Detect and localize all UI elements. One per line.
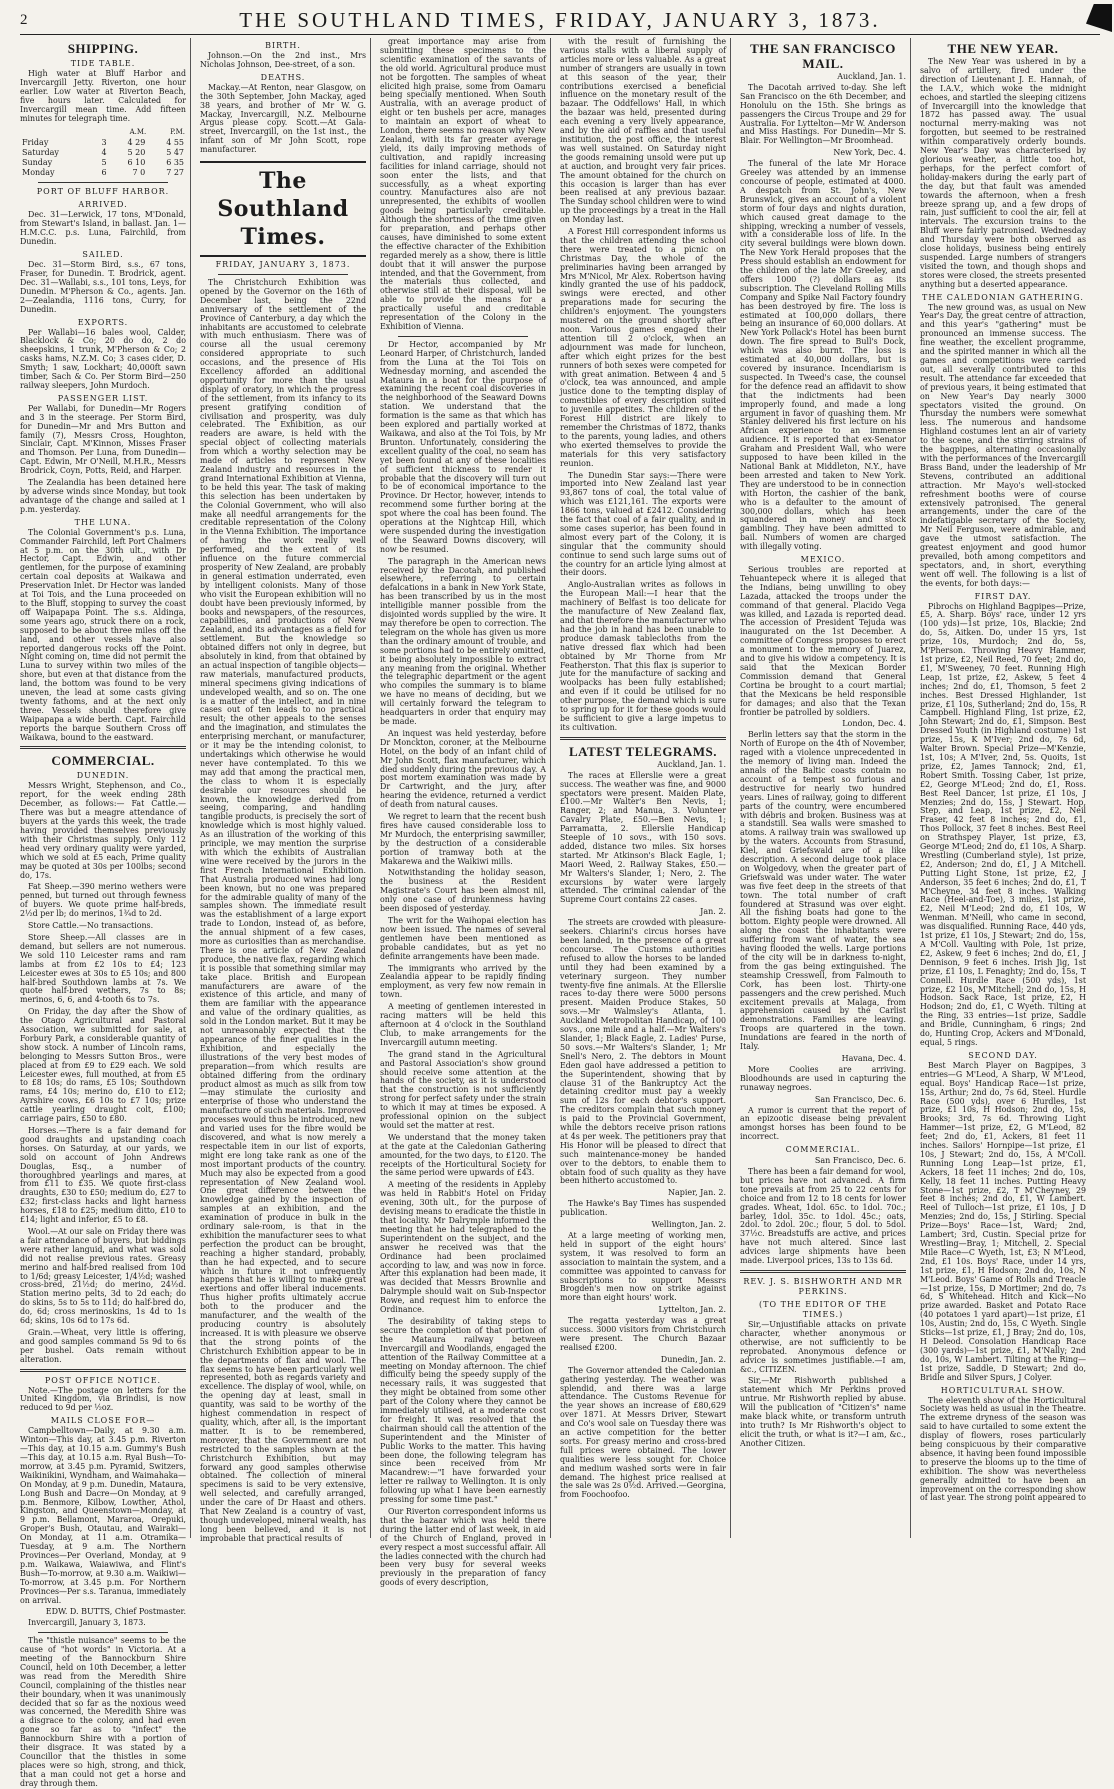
news-item: The grand stand in the Agricultural and Pastoral Association's show ground should receive some attention at the hands of the society, as it is understood that the construction is not sufficiently strong for perfect safety under the strain to which it may at times be exposed. A professional opinion on the subject would set the matter at rest. [380, 1049, 546, 1130]
tide-pm: 7 27 [166, 168, 184, 178]
telegram-text: The regatta yesterday was a great success. 3000 visitors from Christchurch were present. The Church Bazaar realised £200. [560, 1316, 726, 1352]
commercial-paragraph: Store Cattle.—No transactions. [28, 921, 154, 931]
caledonian-heading: THE CALEDONIAN GATHERING. [922, 292, 1084, 302]
news-item: The eleventh show of the Horticultural Society was held as usual in the Theatre. The extreme dryness of the season was said to have curtailed to some extent the display of flowers, roses particularly being conspicuous by their comparative absence, it having been found impossible to preserve the blooms up to the time of exhibition. The show was nevertheless generally admitted to have been an improvement on the corresponding show of last year. The strong point appeared to [920, 1395, 1086, 1503]
divider [560, 737, 726, 740]
news-item: There has been a fair demand for wool, but prices have not advanced. A firm tone prevails at from 25 to 22 cents for choice and from 12 to 18 cents for lower grades. Wheat, 1dol. 65c. to 1dol. 70c.; barley, 1dol. 35c. to 1dol. 45c.; oats, 2dol. to 2dol. 20c.; flour, 5 dol. to 5dol. 37½c. Breadstuffs are active, and prices have not much altered. Since last advices large shipments have been made. Liverpool prices, 13s to 13s 6d. [740, 1167, 906, 1266]
column-6 [920, 38, 1090, 1538]
news-item: Notwithstanding the holiday season, the business at the Resident Magistrate's Court has been almost nil, only one case of drunkenness having been disposed of yesterday. [380, 868, 546, 914]
commercial-heading: COMMERCIAL. [51, 753, 155, 769]
lead-article: The Christchurch Exhibition was opened by the Governor on the 16th of December last, being the 22nd anniversary of the settlement of the Province of Canterbury, a day which the inhabitants are accustomed to celebrate with much enthusiasm. There was of course all the usual ceremony considered appropriate to such occasions, and the presence of His Excellency afforded an additional opportunity for more than the usual display of oratory, in which the progress of the settlement, from its infancy to its present gratifying condition of civilisation and prosperity, was duly celebrated. The Exhibition, as our readers are aware, is held with the special object of collecting materials from which a worthy selection may be made of articles to represent New Zealand industry and resources in the grand International Exhibition at Vienna, to be held this year. The task of making this selection has been undertaken by the Colonial Government, who will also make all needful arrangements for the creditable representation of the Colony in the Vienna Exhibition. The importance of having the work really well performed, and the extent of its influence on the future commercial prosperity of New Zealand, are probably in general estimation underrated, even by intelligent colonists. Many of those who visit the European exhibition will no doubt have been previously informed, by books and newspapers, of the resources, capabilities, and productions of New Zealand, and its advantages as a field for settlement. But the knowledge so obtained differs not only in degree, but absolutely in kind, from that obtained by an actual inspection of tangible objects—raw materials, manufactured products, mineral specimens giving indications of undeveloped wealth, and so on. The one is a matter of the intellect, and in nine cases out of ten leads to no practical result; the other appeals to the senses and the imagination, and stimulates the enterprising merchant, or manufacturer, or it may be the intending colonist, to undertakings which otherwise he would never have contemplated. To this we may add that among the practical men, the class to whom it is especially desirable our resources should be known, the knowledge derived from seeing, comparing, and handling tangible products, is precisely the sort of knowledge which is most highly valued. As an illustration of the working of this principle, we may mention the surprise with which the exhibits of Australian wine were received by the jurors in the first French International Exhibition. That Australia produced wines had long been known, but no one was prepared for the admirable quality of many of the samples shown. The immediate result was the establishment of a large export trade to London, instead of, as before, the annual shipment of a few cases, more as curiosities than as merchandise. There is one article of New Zealand produce, the native flax, regarding which it is possible that something similar may take place. British and European manufacturers are aware of the existence of this article, and many of them are familiar with the appearance and value of the ordinary qualities, as sold in the London market. But it may be not unreasonably expected that the appearance of the finer qualities in the Exhibition, and especially the illustrations of the very best modes of preparation—from which results are obtained differing from the ordinary product almost as much as silk from tow—may stimulate the curiosity and enterprise of those who understand the manufacture of such materials. Improved processes would thus be introduced, new and varied uses for the fibre would be discovered, and what is now merely a respectable item in our list of exports, might ere long take rank as one of the most important products of the country. Much may also be expected from a good representation of New Zealand wool. One great difference between the knowledge gained by the inspection of samples at an exhibition, and the examination of produce in bulk in the ordinary sale-room, is that in the exhibition the manufacturer sees to what perfection the product can be brought, reaching a higher standard, probably, than he had expected, and to secure which in future it not unfrequently happens that he is willing to make great exertions and offer liberal inducements. Thus higher profits ultimately accrue both to the producer and the manufacturer, and the wealth of the producing country is absolutely increased. It is with pleasure we observe that the strong points of the Christchurch Exhibition appear to be in the departments of flax and wool. The flax seems to have been particularly well represented, both as regards variety and excellence. The display of wool, while, on the opening day at least, small in quantity, was said to be worthy of the highest commendation in respect of quality, which, after all, is the important matter. It is to be remembered, moreover, that the Government are not restricted to the samples shown at the Christchurch Exhibition, but may forward any good samples otherwise obtained. The collection of mineral specimens is said to be very extensive, well selected, and carefully arranged, under the care of Dr Haast and others. That New Zealand is a country of vast, though undeveloped, mineral wealth, has long been believed, and it is not improbable that practical results of [200, 277, 366, 1543]
tide-row [20, 158, 186, 168]
news-item: The immigrants who arrived by the Zealandia appear to be rapidly finding employment, as very few now remain in town. [380, 963, 546, 1000]
news-item: We understand that the money taken at the gate at the Caledonian Gathering amounted, for the two days, to £120. The receipts of the Horticultural Society for the same period were upwards of £43. [380, 1132, 546, 1178]
arrived-text: Dec. 31—Lerwick, 17 tons, M'Donald, from Stewart's Island, in ballast. Jan. 1—H.M.C.C. p.s. Luna, Fairchild, from Dunedin. [20, 210, 186, 247]
results-list: Pibrochs on Highland Bagpipes—Prize, £5, A. Sharp. Boys' race, under 12 yrs (100 yds)—1st prize, 10s, Blackie; 2nd do, 5s, Aitken. Do, under 15 yrs, 1st prize, 10s, Murdoch; 2nd do, 5s, M'Pherson. Throwing Heavy Hammer, 1st prize, £2, Neil Reed, 70 feet; 2nd do, £1, M'Sweeney, 70 feet. Running High Leap, 1st prize, £2, Askew, 5 feet 4 inches; 2nd do, £1, Thomson, 5 feet 2 inches. Best Dressed Highlander, 1st prize, £1 10s, Sutherland; 2nd do, 15s, R Campbell. Highland Fling, 1st prize, £2, John Stewart; 2nd do, £1, Simpson. Best Dressed Youth (in Highland costume) 1st prize, 15s, K M'Iver; 2nd do, 7s 6d, Walter Brown. Special Prize—M'Kenzie, 1st, 10s; A M'Iver, 2nd, 5s. Quoits, 1st prize, £2, James Tannock; 2nd, £1, Robert Smith. Tossing Caber, 1st prize, £2, George M'Leod; 2nd do, £1, Ross. Best Reel Dancer, 1st prize, £1 10s, J Menzies; 2nd do, 15s, J Stewart. Hop, Step, and Leap, 1st prize, £2, Neil Fraser, 42 feet 8 inches; 2nd do, £1, Thos Pollock, 37 feet 8 inches. Best Reel on Strathspey Player, 1st prize, £3, George M'Leod; 2nd do, £1 10s, A Sharp. Wrestling (Cumberland style), 1st prize, £2, Anderson; 2nd do, £1, J A Mitchell. Putting Light Stone, 1st prize, £2, J Anderson, 35 feet 6 inches; 2nd do, £1, T M'Cheyne, 34 feet 8 inches. Walking Race (Heel-and-Toe), 3 miles, 1st prize, £2, Neil M'Leod; 2nd do, £1 10s, W Wenman. M'Neill, who came in second, was disqualified. Running Race, 440 yds, 1st prize, £1 10s, J Stewart; 2nd do, 15s, A M'Coll. Vaulting with Pole, 1st prize, £2, Askew, 9 feet 6 inches; 2nd do, £1, J Dennison, 9 feet 6 inches. Irish Jig, 1st prize, £1 10s, L Fenaghty; 2nd do, 15s, T Connell. Hurdle Race (500 yds), 1st prize, £2 10s, M'Mitchell; 2nd do, 15s, H Hodson. Sack Race, 1st prize, £2, H Hodson; 2nd do, £1, C Wyeth. Tilting at the Ring, 33 entries—1st prize, Saddle and Bridle, Cunningham, 6 rings; 2nd do, Hunting Crop, Ackers and M'Donald, equal, 5 rings. [920, 601, 1086, 1047]
news-item: The new ground was, as usual on New Year's Day, the great centre of attraction, and this year's "gathering" must be pronounced an immense success. The fine weather, the excellent programme, and the spirited manner in which all the games and competitions were carried out, all severally contributed to this result. The attendance far exceeded that of previous years, it being estimated that on New Year's Day nearly 3000 spectators visited the ground. On Thursday the numbers were somewhat less. The numerous and handsome Highland costumes lent an air of variety to the scene, and the stirring strains of the bagpipes, alternating occasionally with the performances of the Invercargill Brass Band, under the leadership of Mr Stevens, contributed an additional attraction. Mr Mayo's well-stocked refreshment booths were of course extensively patronised. The general arrangements, under the care of the indefatigable secretary of the Society, Mr Neil Ferguson, were admirable, and gave the utmost satisfaction. The greatest enjoyment and good humor prevailed, both among competitors and spectators, and, in short, everything went off well. The following is a list of the events, for both days:— [920, 302, 1086, 588]
column-5 [740, 38, 911, 1538]
tide-date: 4 [101, 148, 107, 158]
telegram-text: The races at Ellerslie were a great success. The weather was fine, and 9000 spectators were present. Maiden Plate, £100.—Mr Walter's Ben Nevis, 1; Ranger, 2; and Manuа, 3. Volunteer Cavalry Plate, £50.—Ben Nevis, 1; Parramatta, 2. Ellerslie Handicap Steeple of 10 sovs., with 150 sovs. added, distance two miles. Six horses started. Mr Atkinson's Black Eagle, 1; Maori Weed, 2. Railway Stakes, £50.—Mr Walters's Slander, 1; Nero, 2. The excursions by water were largely attended. The criminal calendar of the Supreme Court contains 22 cases. [560, 770, 726, 905]
telegram-text: The Governor attended the Caledonian gathering yesterday. The weather was splendid, and there was a large attendance. The Customs Revenue for the year shows an increase of £80,629 over 1871. At Messrs Driver, Stewart and Co's wool sale on Tuesday there was an active competition for the better sorts. For greasy merino and cross-bred full prices were obtained. The lower qualities were less sought for. Choice and medium washed sorts were in fair demand. The highest price realised at the sale was 2s 0½d. Arrived.—Georgina, from Foochoofoo. [560, 1365, 726, 1500]
news-item: A meeting of gentlemen interested in racing matters will be held this afternoon at 4 o'clock in the Southland Club, to make arrangements for the Invercargill autumn meeting. [380, 1002, 546, 1047]
news-item: Berlin letters say that the storm in the North of Europe on the 4th of November, raged with a violence unprecedented in the memory of living man. Indeed the annals of the Baltic coasts contain no account of a tempest so furious and destructive for nearly two hundred years. Lines of railway, going to different parts of the country, were encumbered with débris and broken. Business was at a standstill. Sea walls were smashed to atoms. A railway train was swallowed up by the waters. Accounts from Strasund, Kiel, and Griefswald are of a like description. A second deluge took place on Wolgedovy, when the greater part of Griefswald was under water. The water was five feet deep in the streets of that town. The total number of craft foundered at Strasund was over eight. All the fishing boats had gone to the bottom. Eighty people were drowned. All along the coast the inhabitants were suffering from want of water, the sea having flooded the wells. Large portions of the city will be in darkness to-night, from the gas being extinguished. The steamship Cresswell, from Falmouth to Cork, has been lost. Thirty-one passengers and the crew perished. Much excitement prevails at Malaga, from apprehension caused by the Carlist demonstrations. Families are leaving. Troops are quartered in the town. Inundations are feared in the north of Italy. [740, 730, 906, 1052]
news-item: with the result of furnishing the various stalls with a liberal supply of articles more or less valuable. As a great number of strangers are usually in town at this season of the year, their contributions exercised a beneficial influence on the monetary result of the bazaar. The Oddfellows' Hall, in which the bazaar was held, presented during each evening a very lively appearance, and by the aid of raffles and that useful institution, the post office, the interest was well sustained. On Saturday night the goods remaining unsold were put up at auction, and brought very fair prices. The amount obtained for the church on this occasion is larger than has ever been realised at any previous bazaar. The Sunday school children were to wind up the proceedings by a treat in the Hall on Monday last. [560, 37, 726, 225]
tide-note: High water at Bluff Harbor and Invercargill Jetty. Riverton, one hour earlier. Low water at Riverton Beach, five hours later. Calculated for Invercargill mean time. Add fifteen minutes for telegraph time. [20, 69, 186, 123]
mails-heading: MAILS CLOSE FOR— [50, 1416, 156, 1426]
zealandia-note: The Zealandia has been detained here by adverse winds since Monday, but took advantage of the change and sailed at 1 p.m. yesterday. [20, 478, 186, 514]
passengers-text: Per Wallabi, for Dunedin—Mr Rogers and 3 in the steerage. Per Storm Bird, for Dunedin—Mr and Mrs Button and family (7), Messrs Cross, Houghton, Sinclair, Capt. M'Kinnon, Misses Fraser and Thomson. Per Luna, from Dunedin—Capt. Edwin, Mr O'Neill, M.H.R., Messrs Brodrick, Coyn, Potts, Reid, and Harper. [20, 403, 186, 476]
tide-pm: 6 35 [166, 158, 184, 168]
divider [38, 1632, 168, 1633]
post-date: Invercargill, January 3, 1873. [28, 1618, 146, 1628]
birth-text: Johnson.—On the 2nd inst., Mrs Nicholas Johnson, Dee-street, of a son. [200, 51, 366, 69]
telegram-dateline: Napier, Jan. 2. [667, 1188, 726, 1198]
tide-am: 4 29 [127, 138, 146, 148]
tide-am: 6 10 [127, 158, 146, 168]
masthead [20, 8, 1100, 35]
news-item: Anglo-Australian writes as follows in the European Mail:—I hear that the machinery of Belfast is too delicate for the manufacture of New Zealand flax, and that therefore the manufacturer who had the job in hand has been unable to produce damask tablecloths from the native dressed flax which had been obtained by Mr Thorne from Mr Featherston. That this flax is superior to jute for the manufacture of sacking and woolpacks has been fully established; and even if it could be utilised for no other purpose, the demand which is sure to spring up for it for these goods would be sufficient to give a large impetus to its cultivation. [560, 580, 726, 732]
tide-row [20, 168, 186, 178]
arrived-heading: ARRIVED. [78, 200, 128, 210]
divider [398, 336, 528, 337]
commercial-paragraph: On Friday, the day after the Show of the Otago Agricultural and Pastoral Association, we submitted for sale, at Forbury Park, a considerable quantity of show stock. A number of Lincoln rams, belonging to Messrs Sutton Bros., were placed at from £9 to £29 each. We sold Leicester ewes, full mouthed, at from £5 to £8 10s; do rams, £5 10s; Southdown rams, £4 10s; merino do, £10 to £12; Ayrshire cows, £6 10s to £7 10s; prize cattle yearling draught colt, £100; carriage pairs, £50 to £80. [20, 1007, 186, 1124]
tide-row [20, 148, 186, 158]
dateline: Auckland, Jan. 1. [837, 72, 906, 81]
tide-header-row [20, 126, 186, 138]
column-3 [380, 37, 551, 1588]
news-item: The Dacotah arrived to-day. She left San Francisco on the 6th December, and Honolulu on the 15th. She brings as passengers the Circus Troupe and 29 for Australia. For Lyttelton—Mr W. Anderson and Miss Hastings. For Dunedin—Mr S. Blair. For Wellington—Mr Broomhead. [740, 82, 906, 146]
tide-day: Monday [22, 168, 55, 178]
new-year-heading: THE NEW YEAR. [947, 41, 1059, 56]
exports-text: Per Wallabi—16 bales wool, Calder, Blacklock & Co; 20 do do, 2 do sheepskins, 1 trunk, M'Pherson & Co; 2 casks hams, N.Z.M. Co; 3 cases cider, D. Smyth; 1 saw, Lockhart; 40,000ft sawn timber, Sach & Co. Per Storm Bird—250 railway sleepers, John Murdoch. [20, 327, 186, 390]
column-4 [560, 38, 731, 1538]
news-item: A rumor is current that the report of an epizootic disease being prevalent amongst horses has been found to be incorrect. [740, 1105, 906, 1142]
tide-day: Sunday [22, 158, 53, 168]
post-note: Note.—The postage on letters for the United Kingdom, via Brindisi, is now reduced to 9d per ½oz. [20, 1385, 186, 1413]
commercial-paragraph: Horses.—There is a fair demand for good draughts and upstanding coach horses. On Saturday, at our yards, we sold on account of John Andrews Douglas, Esq., a number of thoroughbred yearlings and mares, at from £11 to £35. We quote first-class draughts, £30 to £50; medium do, £27 to £32; first-class hacks and light harness horses, £18 to £25; medium ditto, £10 to £14; light and inferior, £5 to £8. [20, 1126, 186, 1225]
passengers-heading: PASSENGER LIST. [57, 393, 149, 403]
news-item: The paragraph in the American news received by the Dacotah, and published elsewhere, referring to certain defalcations in a bank in New York State, has been transcribed by us in the most intelligible manner possible from the disjointed words supplied by the wire. It may therefore be open to correction. The telegram on the whole has given us more than the ordinary amount of trouble, and some portions had to be entirely omitted, it being absolutely impossible to extract any meaning from the original. Whether the telegraphic department or the agent who compiles the summary is to blame we have no means of deciding, but we will certainly forward the telegram to headquarters in order that enquiry may be made. [380, 556, 546, 726]
letter-text: Sir,—Mr Rishworth published a statement which Mr Perkins proved untrue. Mr Rishworth replied by abuse. Will the publication of "Citizen's" name make black white, or transform untruth into truth? Is Mr Rishworth's object to elicit the truth, or what is it?—I am, &c., Another Citizen. [740, 1376, 906, 1448]
news-item: The writ for the Waihopai election has now been issued. The names of several gentlemen have been mentioned as probable candidates, but as yet no definite arrangements have been made. [380, 916, 546, 961]
first-day-heading: FIRST DAY. [974, 591, 1032, 601]
second-day-heading: SECOND DAY. [968, 1050, 1038, 1060]
divider [218, 274, 348, 275]
dateline: FRIDAY, JANUARY 3, 1873. [215, 260, 351, 270]
masthead-title: THE SOUTHLAND TIMES, FRIDAY, JANUARY 3, 1873. [239, 8, 881, 32]
tide-pm: 5 47 [166, 148, 184, 158]
port-heading: PORT OF BLUFF HARBOR. [36, 187, 170, 197]
news-item: A meeting of the residents in Appleby was held in Rabbit's Hotel on Friday evening, 30th ult., for the purpose of devising means to eradicate the thistle in that locality. Mr Dalrymple informed the meeting that he had telegraphed to the Superintendent on the subject, and the answer he received was that the Ordinance had been proclaimed according to law, and was now in force. After this explanation had been made, it was decided that Messrs Brownlie and Dalrymple should wait on Sub-Inspector Rowe, and request him to enforce the Ordinance. [380, 1180, 546, 1315]
latest-telegrams-heading: LATEST TELEGRAMS. [569, 743, 717, 759]
commercial-paragraph: Grain.—Wheat, very little is offering, and good samples command 5s 9d to 6s per bushel. Oats remain without alteration. [20, 1327, 186, 1364]
tide-date: 3 [101, 138, 107, 148]
commercial-paragraph: Store Sheep.—All classes are in demand, but sellers are not numerous. We sold 110 Leicester rams and ram lambs at from £2 10s to £4; 123 Leicester ewes at 30s to £5 10s; and 800 half-bred Southdown lambs at 7s. We quote half-bred wethers, 7s to 8s; merinos, 6, 6, and 4-tooth 6s to 7s. [20, 932, 186, 1005]
luna-heading: THE LUNA. [74, 517, 132, 527]
divider [740, 1270, 906, 1273]
columns [20, 37, 1102, 1788]
letter-subheading: (TO THE EDITOR OF THE TIMES.) [759, 1300, 887, 1319]
mails-text: Campbelltown—Daily, at 9.30 a.m. Winton—This day, at 3.45 p.m. Riverton—This day, at 10.15 a.m. Gummy's Bush—This day, at 10.15 a.m. Ryal Bush—To-morrow, at 3.45 p.m. Pyramid, Switzers, Waikinikini, Wyndham, and Waimahaka—On Monday, at 9 p.m. Dunedin, Mataura, Long Bush and Dacre—On Monday, at 9 p.m. Benmore, Kilbow, Lowther, Athol, Kingston, and Queenstown—Monday, at 9 p.m. Bellamont, Mararoa, Orepuki, Groper's Bush, Otautau, and Wairaki—On Monday, at 11 a.m. Otramika—Tuesday, at 9 a.m. The Northern Provinces—Per Overland, Monday, at 9 p.m. Waikawa, Waiawiwa, and Flint's Bush—To-morrow, at 9.30 a.m. Waikiwi—To-morrow, at 3.45 p.m. For Northern Provinces—Per s.s. Taranua, immediately on arrival. [20, 1426, 186, 1605]
shipping-heading: SHIPPING. [67, 41, 139, 56]
lead-article-continued: great importance may arise from submitting these specimens to the scientific examination of the savants of the old world. Agricultural produce must not be forgotten. The samples of wheat elicited high praise, some from Oamaru being specially mentioned. When South Australia, with an average product of eight or ten bushels per acre, manages to maintain an export of wheat to London, there seems no reason why New Zealand, with its far greater average yield, its daily improving methods of cultivation, and rapidly increasing facilities for inland carriage, should not soon enter the lists, and that successfully, as a wheat exporting country. Manufactures also are not unrepresented, the exhibits of woollen goods being particularly creditable. Although the shortness of the time given for preparation, and perhaps other causes, have diminished to some extent the effective character of the Exhibition regarded merely as a show, there is little doubt that it will answer the purpose intended, and that the Government, from the materials thus collected, and otherwise still at their disposal, will be able to provide the means for a practically useful and creditable representation of the Colony in the Exhibition of Vienna. [380, 37, 546, 331]
commercial-paragraph: Fat Sheep.—390 merino wethers were penned, but turned out through fewness of buyers. We quote prime half-breds, 2½d per lb; do merinos, 1¾d to 2d. [20, 882, 186, 919]
news-item: Dr Hector, accompanied by Mr Leonard Harper, of Christchurch, landed from the Luna at the Toi Tois on Wednesday morning, and ascended the Mataura in a boat for the purpose of examining the recent coal discoveries in the neighborhood of the Seaward Downs station. We understand that the formation is the same as that which has been explored and partially worked at Waikawa, and also at the Toi Tois, by Mr Brunton. Unfortunately, considering the excellent quality of the coal, no seam has yet been found at any of these localities of sufficient thickness to render it probable that the discovery will turn out to be of economical importance to the Province. Dr Hector, however, intends to recommend some further boring at the spot where the coal has been found. The operations at the Nightcap Hill, which were suspended during the investigation of the Seaward Downs discovery, will now be resumed. [380, 339, 546, 554]
tide-pm-header: P.M. [170, 128, 185, 137]
news-item: The desirability of taking steps to secure the completion of that portion of the Mataura railway between Invercargill and Woodlands, engaged the attention of the Railway Committee at a meeting on Monday afternoon. The chief difficulty being the speedy supply of the necessary rails, it was suggested that they might be obtained from some other part of the Colony where they cannot be immediately utilised, at a moderate cost for freight. It was resolved that the chairman should call the attention of the Superintendent and the Minister of Public Works to the matter. This having been done, the following telegram has since been received from Mr Macandrew:—"I have forwarded your letter re railway to Wellington. It is only following up what I have been earnestly pressing for some time past." [380, 1316, 546, 1505]
results-list: Best March Player on Bagpipes, 3 entries—G M'Leod, A Sharp, W M'Leod, equal. Boys' Handicap Race—1st prize, 15s, Arthur; 2nd do, 7s 6d, Steel. Hurdle Race (500 yds), over 6 Hurdles, 1st prize, £1 10s, H Hodson; 2nd do, 15s, Brooks; 3rd, 7s 6d. Throwing Light Hammer—1st prize, £2, G M'Leod, 82 feet; 2nd do, £1, Ackers, 81 feet 11 inches. Sailors' Hornpipe—1st prize, £1 10s, J Stewart; 2nd do, 15s, A M'Coll. Running Long Leap—1st prize, £1, Ackers, 18 feet 11 inches; 2nd do, 10s, Kelly, 18 feet 11 inches. Putting Heavy Stone—1st prize, £2, T M'Cheyney, 29 feet 8 inches; 2nd do, £1, W Lambert. Reel of Tulloch—1st prize, £1 10s, J D Menzies; 2nd do, 15s, J Stirling. Special Prize—Boys' Race—1st, Ward; 2nd, Lambert; 3rd, Custin. Special prize for Wrestling—Bray, 1; Mitchell, 2. Special Mile Race—C Wyeth, 1st, £3; N M'Leod, 2nd, £1 10s. Boys' Race, under 14 yrs, 1st prize, £1, H Hodson; 2nd do, 10s, N M'Leod. Boys' Game of Rolls and Treacle—1st prize, 15s, D Mortimer; 2nd do, 7s 6d, S Whitehead. Hitch and Kick—No prize awarded. Basket and Potato Race (40 potatoes 1 yard apart)—1st prize, £1 10s, Austin; 2nd do, 15s, C Wyeth. Single Sticks—1st prize, £1, J Bray; 2nd do, 10s, H Deleod. Consolation Handicap Race (300 yards)—1st prize, £1, M'Nally; 2nd do, 10s, W Lambert. Tilting at the Ring—1st prize, Saddle, D Stewart; 2nd do, Bridle and Silver Spurs, J Colyer. [920, 1060, 1086, 1382]
tide-am-header: A.M. [129, 128, 147, 137]
mexico-heading: MEXICO. [800, 555, 846, 565]
tide-pm: 4 55 [166, 138, 184, 148]
column-2 [200, 38, 371, 1543]
san-francisco-mail-heading: THE SAN FRANCISCO MAIL. [750, 41, 896, 71]
tide-row [20, 138, 186, 148]
news-item: The Dunedin Star says:—There were imported into New Zealand last year 93,867 tons of coal, the total value of which was £121,161. The exports were 1866 tons, valued at £2412. Considering the fact that coal of a fair quality, and in some cases superior, has been found in almost every part of the Colony, it is singular that the community should continue to send such large sums out of the country for an article lying almost at their doors. [560, 470, 726, 578]
tide-heading: TIDE TABLE. [70, 59, 136, 68]
telegram-dateline: Auckland, Jan. 1. [657, 759, 726, 769]
dunedin-heading: DUNEDIN. [76, 771, 130, 781]
dateline: San Francisco, Dec. 6. [814, 1094, 906, 1104]
commercial-heading: COMMERCIAL. [785, 1145, 861, 1155]
news-item: More Coolies are arriving. Bloodhounds are used in capturing the runaway negroes. [740, 1064, 906, 1092]
news-item: A Forest Hill correspondent informs us that the children attending the school there were treated to a picnic on Christmas Day, the whole of the preliminaries having been arranged by Mrs M'Nicol, Mr Alex. Robertson having kindly granted the use of his paddock, swings were erected, and other preparations made for securing the children's enjoyment. The youngsters mustered on the ground shortly after noon. Various games engaged their attention till 2 o'clock, when an adjournment was made for luncheon, after which eight prizes for the best runners of both sexes were competed for with great animation. Between 4 and 5 o'clock, tea was announced, and ample justice done to the tempting display of comestibles of every description suited to juvenile appetites. The children of the Forest Hill district are likely to remember the Christmas of 1872, thanks to the parents, young ladies, and others who exerted themselves to provide the materials for this very satisfactory reunion. [560, 227, 726, 468]
dateline: Havana, Dec. 4. [841, 1053, 906, 1063]
post-office-heading: POST OFFICE NOTICE. [44, 1375, 162, 1385]
letter-heading: REV. J. S. BISHWORTH AND MR PERKINS. [743, 1277, 903, 1296]
telegram-dateline: Wellington, Jan. 2. [651, 1220, 726, 1230]
column-1 [20, 38, 191, 1788]
dateline: London, Dec. 4. [842, 719, 906, 729]
commercial-paragraph: Wool.—At our sale on Friday there was a fair attendance of buyers, but biddings were rather languid, and what was sold did not realise previous rates. Greasy merino and half-bred realised from 10d to 1/6d; greasy Leicester, 1/4½d; washed cross-bred, 21½d; do merino, 24½d. Station merino pelts, 3d to 2d each; do do skins, 5s to 5s to 11d; do half-bred do, do, 6d; cross merinoskins, 1s 4d to 1s 6d; skins, 10s 6d to 17s 6d. [20, 1226, 186, 1326]
telegram-dateline: Lyttelton, Jan. 2. [658, 1305, 726, 1315]
tide-date: 5 [101, 158, 107, 168]
tide-am: 7 0 [132, 168, 146, 178]
luna-text: The Colonial Government's p.s. Luna, Commander Fairchild, left Port Chalmers at 5 p.m. on the 30th ult., with Dr Hector, Capt. Edwin, and other gentlemen, for the purpose of examining certain coal deposits at Waikawa and Preservation Inlet. Dr Hector was landed at Toi Tois, and the Luna proceeded on to the Bluff, stopping to survey the coast off Waipapapa Point. The s.s. Aldinga, some years ago, struck there on a rock, supposed to be about three miles off the land, and other vessels have also reported dangerous rocks off the Point. Night coming on, time did not permit the Luna to survey within two miles of the shore, but even at that distance from the land, the bottom was found to be very uneven, the lead at some casts giving twenty fathoms, and at the next only three. Vessels should therefore give Waipapapa a wide berth. Capt. Fairchild reports the barque Southern Cross off Waikawa, bound to the eastward. [20, 527, 186, 742]
divider [20, 746, 186, 749]
horticultural-heading: HORTICULTURAL SHOW. [940, 1385, 1066, 1395]
tide-am: 5 20 [127, 148, 146, 158]
telegram-text: The streets are crowded with pleasure-seekers. Chiarini's circus horses have been landed, in the presence of a great concourse. The Customs authorities refused to allow the horses to be landed until they had been examined by a veterinary surgeon. They number twenty-five fine animals. At the Ellerslie races to-day there were 5000 persons present. Maiden Produce Stakes, 50 sovs.—Mr Walmsley's Atlanta, 1. Auckland Metropolitan Handicap, of 100 sovs., one mile and a half.—Mr Walters's Slander, 1; Black Eagle, 2. Ladies' Purse, 50 sovs.—Mr Walters's Slander, 1; Mr Snell's Nero, 2. The debtors in Mount Eden gaol have addressed a petition to the Superintendent, showing that by clause 31 of the Bankruptcy Act the detaining creditor must pay a weekly sum of 12s for each debtor's support. The creditors complain that such money is paid to the Provincial Government, while the debtors receive prison rations at 4s per week. The petitioners pray that His Honor will be pleased to direct that such maintenance-money be handed over to the debtors, to enable them to obtain food of such quality as they have been hitherto accustomed to. [560, 918, 726, 1186]
divider [20, 1369, 186, 1372]
sailed-heading: SAILED. [82, 250, 124, 260]
tide-table [20, 126, 186, 178]
exports-heading: EXPORTS. [77, 317, 129, 327]
newspaper-logo: The Southland Times. [200, 161, 366, 257]
sailed-text: Dec. 31—Storm Bird, s.s., 67 tons, Fraser, for Dunedin. T. Brodrick, agent. Dec. 31—Wallabi, s.s., 101 tons, Leys, for Dunedin. M'Pherson & Co., agents. Jan. 2—Zealandia, 1116 tons, Curry, for Dunedin. [20, 260, 186, 314]
dateline: San Francisco, Dec. 6. [814, 1156, 906, 1166]
news-item: The funeral of the late Mr Horace Greeley was attended by an immense concourse of people, estimated at 4000. A despatch from St. John's, New Brunswick, gives an account of a violent storm of four days and nights duration, which caused great damage to the shipping, wrecking a number of vessels, with a considerable loss of life. In the city several buildings were blown down. The New York Herald proposes that the Press should establish an endowment for the children of the late Mr Greeley, and offers 1000 (?) dollars as its subscription. The Cleveland Rolling Mills Company and Spike Nail Factory foundry has been destroyed by fire. The loss is estimated at 100,000 dollars, there being an insurance of 60,000 dollars. At New York Pollack's Hotel has been burnt down. The fire spread to Bull's Dock, which was also burnt. The loss is estimated at 40,000 dollars, but is covered by insurance. Incendiarism is suspected. In Tweed's case, the counsel for the defence read an affidavit to show that the indictments had been improperly found, and made a long argument in favor of quashing them. Mr Stanley delivered his first lecture on his African experience to an immense audience. It is reported that ex-Senator Graham and President Wall, who were supposed to have been killed in the National Bank at Middleton, N.Y., have been arrested and taken to New York. They are understood to be in connection with Horton, the cashier of the bank, who is a defaulter to the amount of 300,000 dollars, which has been squandered in money and stock gambling. They have been admitted to bail. Numbers of women are charged with illegally voting. [740, 159, 906, 552]
telegram-dateline: Jan. 2. [700, 907, 726, 917]
telegram-text: At a large meeting of working men, held in support of the eight hours' system, it was resolved to form an association to maintain the system, and a committee was appointed to canvass for subscriptions to support Messrs Brogden's men now on strike against more than eight hours' work. [560, 1231, 726, 1303]
telegram-text: The Hawke's Bay Times has suspended publication. [560, 1199, 726, 1218]
news-item: We regret to learn that the recent bush fires have caused considerable loss to Mr Murdoch, the enterprising sawmiller, by the destruction of a considerable portion of tramway both at the Makarewa and the Waikiwi mills. [380, 812, 546, 866]
telegram-dateline: Dunedin, Jan. 2. [660, 1354, 726, 1364]
news-item: Serious troubles are reported at Tehuantepeck where it is alleged that the Indians, being unwilling to obey Lazada, attacked the troops under the command of that general. Placido Vega was killed, and Lazada is reported dead. The accession of President Tejuda was inaugurated on the 1st December. A committee of Congress proposes to erect a monument to the memory of Juarez, and to give his widow a competency. It is said that the Mexican Border Commission demand that General Cortina be brought to a court martial; that the Mexicans be held responsible for damages; and also that the Texan frontier be patrolled by soldiers. [740, 565, 906, 717]
commercial-paragraph: Messrs Wright, Stephenson, and Co., report, for the week ending 28th December, as follows:— Fat Cattle.—There was but a meagre attendance of buyers at the yards this week, the trade having provided themselves previously with their Christmas supply. Only 112 head very ordinary quality were yarded, which we sold at £5 each, Prime quality may be quoted at 30s per 100lbs; second do, 17s. [20, 781, 186, 880]
deaths-heading: DEATHS. [260, 72, 306, 82]
birth-heading: BIRTH. [265, 41, 301, 50]
deaths-text: Mackay.—At Renton, near Glasgow, on the 30th September, John Mackay, aged 38 years, and brother of Mr W. G. Mackay, Invercargill, N.Z. Melbourne Argus please copy. Scott.—At Gala-street, Invercargill, on the 1st inst., the infant son of Mr John Scott, rope manufacturer. [200, 82, 366, 155]
thistle-paragraph: The "thistle nuisance" seems to be the cause of "hot words" in Victoria. At a meeting of the Bannockburn Shire Council, held on 10th December, a letter was read from the Meredith Shire Council, complaining of the thistles near their boundary, when it was unanimously decided that so far as the noxious weed was concerned, the Meredith Shire was a disgrace to the colony, and had even gone so far as to "infect" the Bannockburn Shire with a portion of their disgrace. It was stated by a Councillor that the thistles in some places were so high, strong, and thick, that a man could not get a horse and dray through them. [20, 1636, 186, 1788]
tide-day: Friday [22, 138, 49, 148]
news-item: An inquest was held yesterday, before Dr Monckton, coroner, at the Melbourne Hotel, on the body of an infant child of Mr John Scott, flax manufacturer, which died suddenly during the previous day. A post mortem examination was made by Dr Cartwright, and the jury, after hearing the evidence, returned a verdict of death from natural causes. [380, 728, 546, 810]
tide-day: Saturday [22, 148, 59, 158]
dateline: New York, Dec. 4. [833, 148, 906, 158]
tide-date: 6 [101, 168, 107, 178]
letter-text: Sir,—Unjustifiable attacks on private character, whether anonymous or otherwise, are not sufficiently to be reprobated. Anonymous defence or advice is sometimes justifiable.—I am, &c., CITIZEN. [740, 1320, 906, 1374]
news-item: The New Year was ushered in by a salvo of artillery, fired under the direction of Lieutenant J. E. Hannah, of the I.A.V., which woke the midnight echoes, and startled the sleeping citizens of Invercargill into the knowledge that 1872 has passed away. The usual nocturnal merry-making was not forgotten, but seemed to be restrained within comparatively orderly bounds. New Year's Day was characterised by glorious weather, a little too hot, perhaps, for the perfect comfort of holiday-makers during the early part of the day, but that fault was amended towards the afternoon, when a fresh breeze sprang up, and a few drops of rain, just sufficient to cool the air, fell at intervals. The excursion trains to the Bluff were fairly patronised. Wednesday and Thursday were both observed as close holidays, business being entirely suspended. Large numbers of strangers visited the town, and though shops and stores were closed, the streets presented anything but a deserted appearance. [920, 57, 1086, 289]
divider [38, 182, 168, 183]
page-number: 2 [20, 12, 28, 28]
post-signature: EDW. D. BUTTS, Chief Postmaster. [45, 1607, 186, 1617]
news-item: Our Riverton correspondent informs us that the bazaar which was held there during the latter end of last week, in aid of the Church of England, proved in every respect a most successful affair. All the ladies connected with the church had been very busy for several weeks previously in the preparation of fancy goods of every description, [380, 1507, 546, 1588]
